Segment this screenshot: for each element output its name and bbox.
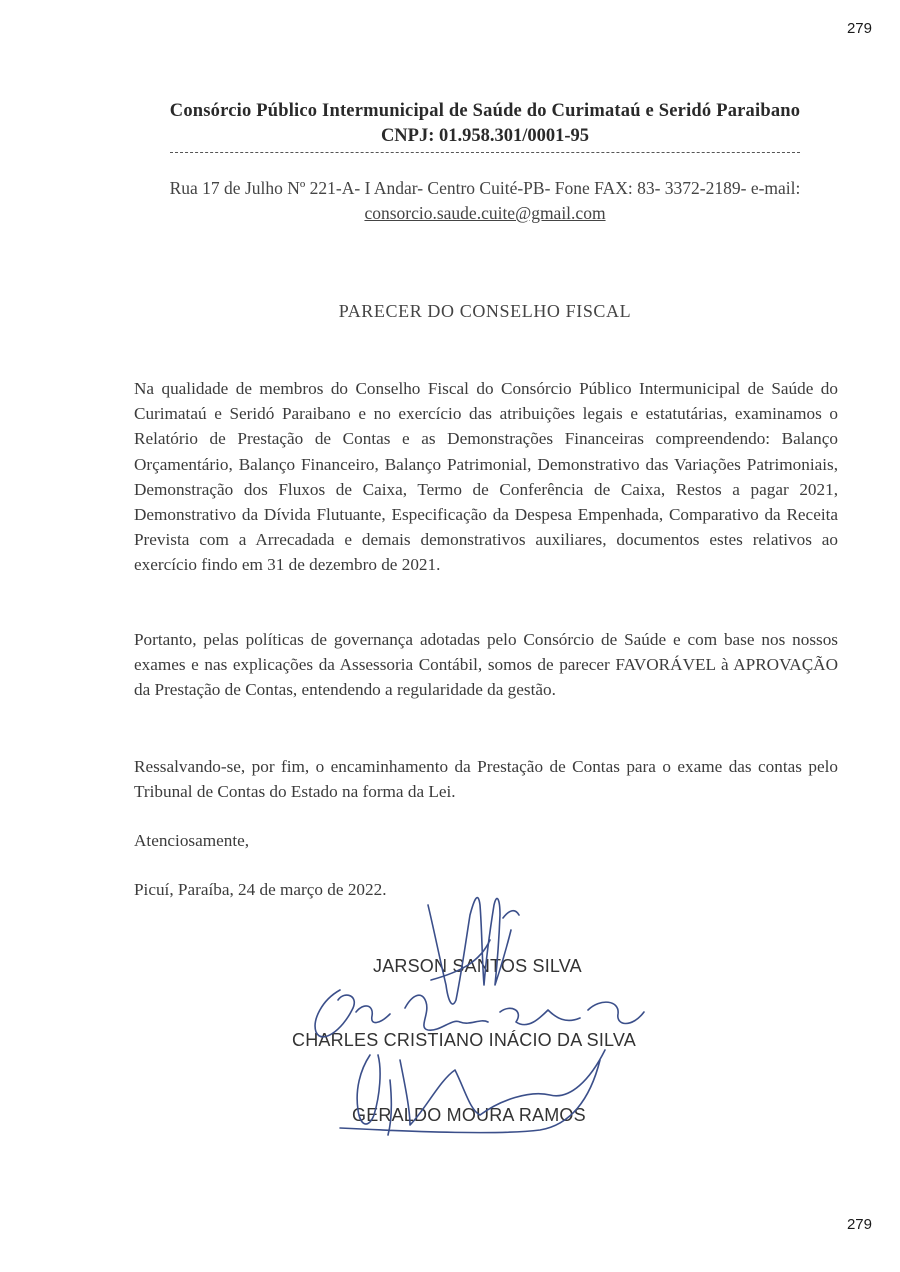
cnpj: CNPJ: 01.958.301/0001-95 (380, 126, 590, 146)
signatory-name-3: GERALDO MOURA RAMOS (352, 1105, 586, 1125)
address (135, 176, 835, 226)
paragraph-2: Portanto, pelas políticas de governança adotadas pelo Consórcio de Saúde e com base nos nossos exames e nas explicações da Assessoria Contábil, somos de parecer FAVORÁVEL à APROVAÇÃO da Prestação de Contas, entendendo a regularidade da gestão. (134, 630, 838, 700)
email-link[interactable]: consorcio.saude.cuite@gmail.com (364, 203, 606, 223)
signatory-name-1: JARSON SANTOS SILVA (373, 956, 582, 976)
paragraph-1: Na qualidade de membros do Conselho Fiscal do Consórcio Público Intermunicipal de Saúde do Curimataú e Seridó Paraibano e no exercício das atribuições legais e estatutárias, examinamos o Relatório de Prestação de Contas e as Demonstrações Financeiras compreendendo: Balanço Orçamentário, Balanço Financeiro, Balanço Patrimonial, Demonstrativo das Variações Patrimoniais, Demonstração dos Fluxos de Caixa, Termo de Conferência de Caixa, Restos a pagar 2021, Demonstrativo da Dívida Flutuante, Especificação da Despesa Empenhada, Comparativo da Receita Prevista com a Arrecadada e demais demonstrativos auxiliares, documentos estes relativos ao exercício findo em 31 de dezembro de 2021. (134, 379, 838, 575)
closing: Atenciosamente, (134, 831, 250, 850)
address-text: Rua 17 de Julho Nº 221-A- I Andar- Centro Cuité-PB- Fone FAX: 83- 3372-2189- e-mail: (169, 178, 801, 198)
place-date: Picuí, Paraíba, 24 de março de 2022. (134, 880, 387, 899)
organization-name: Consórcio Público Intermunicipal de Saúde do Curimataú e Seridó Paraibano (169, 101, 801, 121)
document-title: PARECER DO CONSELHO FISCAL (338, 301, 632, 321)
paragraph-3: Ressalvando-se, por fim, o encaminhamento da Prestação de Contas para o exame das contas pelo Tribunal de Contas do Estado na forma da Lei. (134, 757, 838, 802)
signatory-name-2: CHARLES CRISTIANO INÁCIO DA SILVA (292, 1030, 637, 1050)
signature-1 (428, 898, 519, 1004)
page-number-top: 279 (846, 20, 872, 37)
page-number-bottom: 279 (846, 1216, 872, 1233)
header-divider (170, 152, 800, 153)
